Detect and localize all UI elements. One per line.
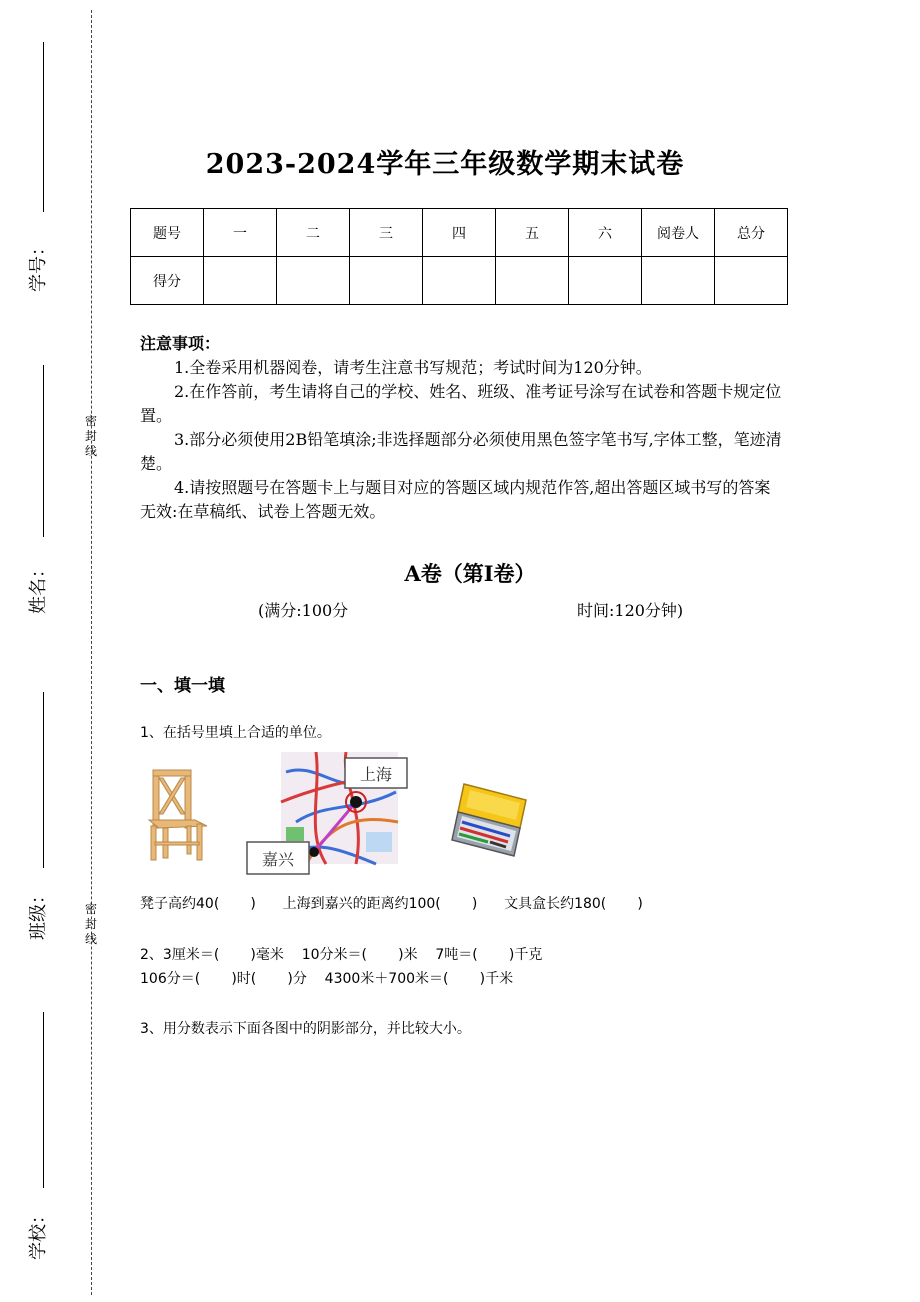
seal-line-text: 密封线 [84,414,97,458]
pencil-case-image [448,782,532,860]
score-cell[interactable] [350,257,423,305]
table-header-cell: 题号 [131,209,204,257]
seal-line [91,10,92,1295]
question-1-prompt: 1、在括号里填上合适的单位。 [140,725,331,741]
note-item: 2.在作答前，考生请将自己的学校、姓名、班级、准考证号涂写在试卷和答题卡规定位置。 [140,382,782,425]
map-image [246,752,410,876]
name-label: 姓名： [28,560,49,614]
score-cell[interactable] [715,257,788,305]
seal-line-text: 密封线 [84,902,97,946]
chair-image [145,768,213,862]
score-table-header-row [131,209,788,257]
student-id-field[interactable] [43,42,44,212]
exam-time: 时间:120分钟) [577,601,684,620]
table-header-cell: 四 [423,209,496,257]
table-header-cell: 二 [277,209,350,257]
note-item: 4.请按照题号在答题卡上与题目对应的答题区域内规范作答,超出答题区域书写的答案无效:在草稿纸、试卷上答题无效。 [140,478,771,521]
notes-heading: 注意事项： [140,334,221,353]
map-label-jiaxing: 嘉兴 [261,850,295,869]
table-header-cell: 三 [350,209,423,257]
school-label: 学校： [28,1206,49,1260]
score-cell[interactable] [277,257,350,305]
score-row-label: 得分 [131,257,204,305]
class-field[interactable] [43,692,44,868]
question-3-prompt: 3、用分数表示下面各图中的阴影部分，并比较大小。 [140,1021,471,1037]
question-2-line-1: 2、3厘米＝( )毫米 10分米＝( )米 7吨＝( )千克 [140,947,543,963]
table-header-cell: 阅卷人 [642,209,715,257]
table-header-cell: 一 [204,209,277,257]
score-cell[interactable] [569,257,642,305]
table-header-cell: 六 [569,209,642,257]
volume-title: A卷（第Ⅰ卷） [404,561,536,586]
score-cell[interactable] [642,257,715,305]
table-header-cell: 五 [496,209,569,257]
map-label-shanghai: 上海 [359,765,393,784]
note-item: 1.全卷采用机器阅卷，请考生注意书写规范；考试时间为120分钟。 [174,358,652,377]
score-cell[interactable] [204,257,277,305]
section-title: 一、填一填 [140,676,225,696]
school-field[interactable] [43,1012,44,1188]
student-id-label: 学号： [28,238,49,292]
table-header-cell: 总分 [715,209,788,257]
name-field[interactable] [43,365,44,537]
question-1-answer-line: 凳子高约40( ) 上海到嘉兴的距离约100( ) 文具盒长约180( ) [140,896,643,912]
page-title: 2023-2024学年三年级数学期末试卷 [205,149,685,180]
notes-block [140,332,785,524]
score-cell[interactable] [496,257,569,305]
question-2-line-2: 106分＝( )时( )分 4300米＋700米＝( )千米 [140,971,514,987]
class-label: 班级： [28,886,49,940]
score-table-score-row [131,257,788,305]
full-score: (满分:100分 [258,601,349,620]
score-table [130,208,788,305]
note-item: 3.部分必须使用2B铅笔填涂;非选择题部分必须使用黑色签字笔书写,字体工整，笔迹清楚。 [140,430,782,473]
score-cell[interactable] [423,257,496,305]
